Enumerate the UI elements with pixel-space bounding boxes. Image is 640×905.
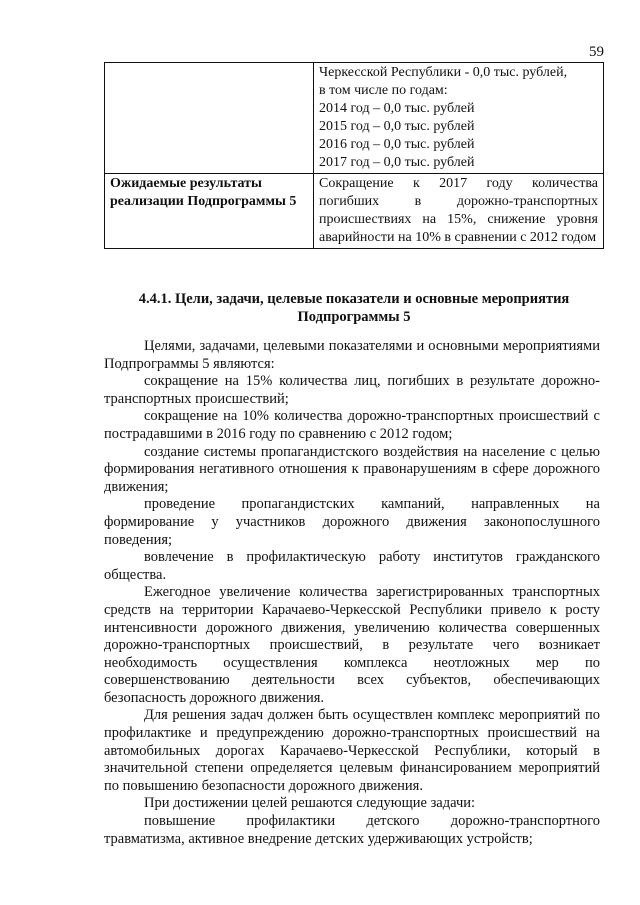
- paragraph: Для решения задач должен быть осуществлен комплекс мероприятий по профилактике и предупреждению дорожно-транспортных происшествий на автомобильных дорогах Карачаево-Черкесской Республики, который в значительной степени определяется целевым финансированием мероприятий по повышению безопасности дорожного движения.: [104, 707, 600, 794]
- funding-line: 2016 год – 0,0 тыс. рублей: [319, 137, 475, 152]
- table-cell-empty: [105, 63, 314, 174]
- funding-line: Черкесской Республики - 0,0 тыс. рублей,: [319, 65, 568, 80]
- paragraph: сокращение на 10% количества дорожно-транспортных происшествий с пострадавшими в 2016 году по сравнению с 2012 годом;: [104, 408, 600, 442]
- paragraph: Целями, задачами, целевыми показателями и основными мероприятиями Подпрограммы 5 являются:: [104, 338, 600, 372]
- body-text: [104, 338, 600, 848]
- expected-results-text: Сокращение к 2017 году количества погибших в дорожно-транспортных происшествиях на 15%, снижение уровня аварийности на 10% в сравнении с 2012 годом: [314, 174, 604, 249]
- funding-line: 2014 год – 0,0 тыс. рублей: [319, 101, 475, 116]
- paragraph: повышение профилактики детского дорожно-транспортного травматизма, активное внедрение детских удерживающих устройств;: [104, 813, 600, 847]
- subprogram-info-table: [104, 62, 604, 249]
- table-row: [105, 63, 604, 174]
- page-number: 59: [589, 44, 604, 60]
- funding-line: 2017 год – 0,0 тыс. рублей: [319, 155, 475, 170]
- paragraph: вовлечение в профилактическую работу институтов гражданского общества.: [104, 549, 600, 583]
- paragraph: проведение пропагандистских кампаний, направленных на формирование у участников дорожного движения законопослушного поведения;: [104, 496, 600, 548]
- paragraph: создание системы пропагандистского воздействия на население с целью формирования негативного отношения к правонарушениям в сфере дорожного движения;: [104, 443, 600, 495]
- paragraph: При достижении целей решаются следующие задачи:: [144, 795, 476, 812]
- paragraph: сокращение на 15% количества лиц, погибших в результате дорожно-транспортных происшествий;: [104, 373, 600, 407]
- expected-results-label: Ожидаемые результаты реализации Подпрограммы 5: [105, 174, 314, 249]
- paragraph: Ежегодное увеличение количества зарегистрированных транспортных средств на территории Карачаево-Черкесской Республики привело к росту интенсивности дорожного движения, увеличению количества совершенных дорожно-транспортных происшествий, в результате чего возникает необходимость осуществления комплекса неотложных мер по совершенствованию деятельности всех субъектов, обеспечивающих безопасность дорожного движения.: [104, 584, 600, 706]
- table-row: [105, 174, 604, 249]
- funding-cell: [314, 63, 604, 174]
- funding-line: 2015 год – 0,0 тыс. рублей: [319, 119, 475, 134]
- funding-line: в том числе по годам:: [319, 83, 448, 98]
- section-heading: 4.4.1. Цели, задачи, целевые показатели и основные мероприятия Подпрограммы 5: [138, 291, 570, 325]
